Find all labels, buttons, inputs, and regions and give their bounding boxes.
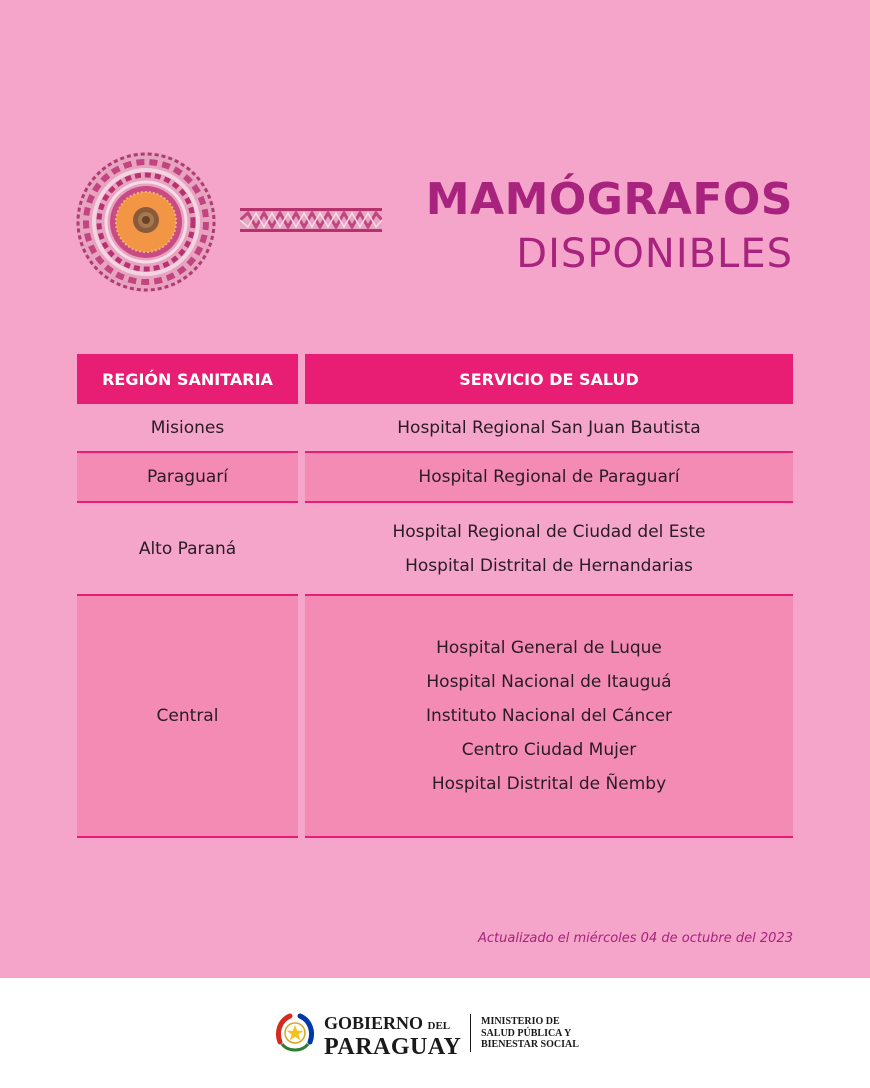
government-wordmark — [324, 1014, 461, 1058]
table-row — [77, 596, 793, 838]
ministry-line: BIENESTAR SOCIAL — [481, 1039, 579, 1050]
service-name: Hospital Regional de Ciudad del Este — [392, 521, 706, 542]
service-cell — [305, 596, 793, 838]
region-cell: Paraguarí — [77, 453, 298, 503]
ministry-line: MINISTERIO DE — [481, 1016, 560, 1027]
table-row — [77, 453, 793, 503]
gov-line-2: PARAGUAY — [324, 1034, 462, 1060]
footer-divider — [470, 1014, 471, 1052]
title-line-1: MAMÓGRAFOS — [425, 174, 793, 225]
ministry-line: SALUD PÚBLICA Y — [481, 1027, 572, 1039]
service-name: Hospital General de Luque — [436, 638, 662, 658]
updated-date: Actualizado el miércoles 04 de octubre del 2023 — [478, 931, 793, 946]
service-name: Hospital Nacional de Itauguá — [426, 672, 672, 692]
gov-del: DEL — [427, 1020, 451, 1032]
mammography-table — [77, 354, 793, 838]
service-name: Hospital Distrital de Hernandarias — [405, 555, 693, 576]
service-name: Centro Ciudad Mujer — [461, 740, 637, 760]
gov-gobierno: GOBIERNO — [324, 1013, 424, 1033]
header-service: SERVICIO DE SALUD — [305, 354, 793, 404]
paraguay-government-emblem-icon — [274, 1012, 316, 1054]
nanduti-lace-band-icon — [240, 206, 382, 234]
service-name: Hospital Regional de Paraguarí — [418, 467, 680, 487]
service-name: Hospital Distrital de Ñemby — [431, 774, 667, 794]
service-name: Hospital Regional San Juan Bautista — [397, 417, 701, 438]
ministry-name — [481, 1016, 579, 1051]
table-row — [77, 404, 793, 453]
service-cell — [305, 453, 793, 503]
region-cell: Central — [77, 596, 298, 838]
service-cell — [305, 404, 793, 453]
nanduti-lace-circle-icon — [74, 150, 218, 294]
region-cell: Misiones — [77, 404, 298, 453]
region-cell: Alto Paraná — [77, 503, 298, 596]
service-cell — [305, 503, 793, 596]
table-row — [77, 503, 793, 596]
poster-title — [426, 172, 793, 280]
table-header-row — [77, 354, 793, 404]
header-region: REGIÓN SANITARIA — [77, 354, 298, 404]
gov-line-1 — [324, 1014, 461, 1036]
service-name: Instituto Nacional del Cáncer — [425, 706, 673, 726]
title-line-2: DISPONIBLES — [516, 231, 793, 277]
